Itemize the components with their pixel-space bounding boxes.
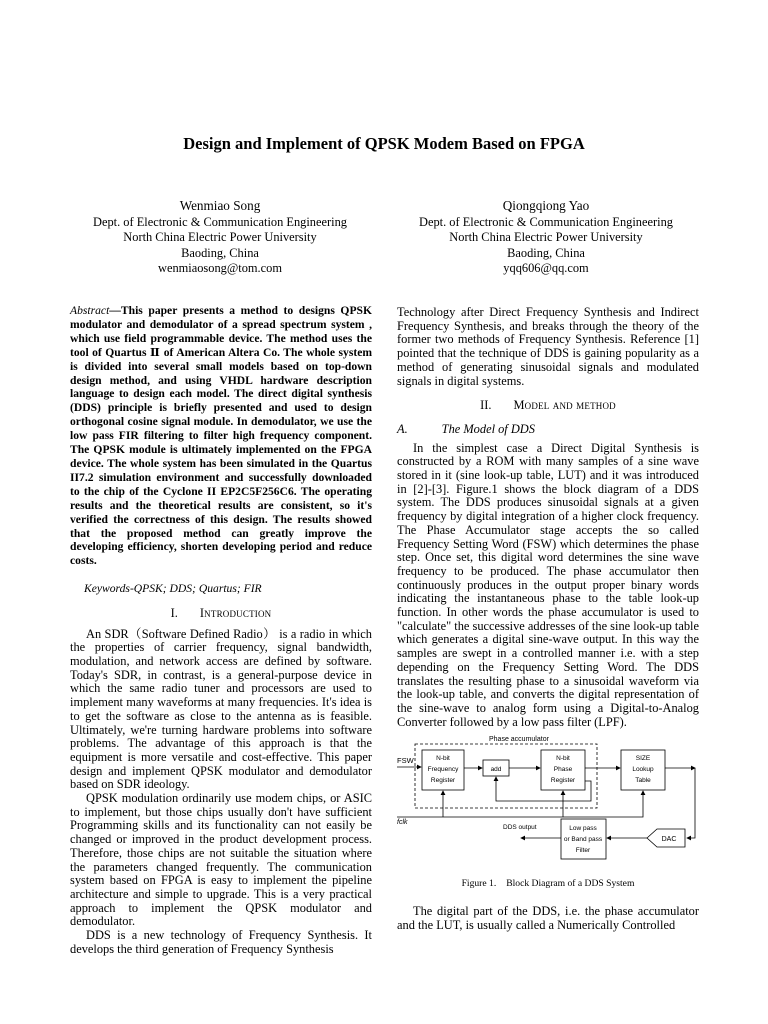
section-title: Introduction [199,605,272,620]
arrow-to-dac [687,768,695,838]
adder-label: add [490,766,502,774]
phase-reg-line2: Phase [553,766,573,774]
figure-label: Figure 1. [461,878,497,890]
author-name: Wenmiao Song [179,198,261,213]
keywords: Keywords-QPSK; DDS; Quartus; FIR [84,582,262,596]
phase-reg-line3: Register [550,777,576,785]
lpf-line1: Low pass [569,825,597,833]
phase-reg-line1: N-bit [556,755,570,763]
intro-paragraph-3: DDS is a new technology of Frequency Synthesis. It develops the third generation of Frequency Synthesis [70,928,372,956]
figure-caption [397,877,699,891]
lut-line2: Lookup [632,766,654,774]
freq-reg-line1: N-bit [436,755,450,763]
dds-output-label: DDS output [503,824,537,832]
fsw-label: FSW [397,756,414,766]
section-title: Model and method [513,398,616,413]
lut-line1: SIZE [635,755,651,763]
right-paragraph-1: Technology after Direct Frequency Synthesis and Indirect Frequency Synthesis, and breaks through the theory of the former two methods of Frequency Synthesis. Reference [1] pointed that the technique of DDS is gaining popularity as a method of generating sinusoidal signals and modulated signals in digital systems. [397,305,699,388]
figure-1-dds-block-diagram [395,733,745,873]
fclk-label: fclk [397,819,408,827]
phase-accumulator-label: Phase accumulator [489,736,549,744]
subsection-number: A. [397,421,408,436]
subsection-title: The Model of DDS [441,421,535,436]
paper-title: Design and Implement of QPSK Modem Based on FPGA [183,134,585,153]
author-dept: Dept. of Electronic & Communication Engineering [419,215,673,230]
abstract [70,304,372,568]
author-block-1 [70,198,370,276]
left-column [70,304,372,957]
dds-block-diagram [395,733,745,873]
author-email: yqq606@qq.com [503,260,589,275]
author-email: wenmiaosong@tom.com [158,260,282,275]
section-number: II. [480,398,492,413]
section-heading-model [397,399,699,413]
author-city: Baoding, China [181,245,259,260]
author-name: Qiongqiong Yao [502,198,590,213]
freq-reg-line2: Frequency [427,766,459,774]
intro-paragraph-2: QPSK modulation ordinarily use modem chips, or ASIC to implement, but those chips usually don't have sufficient Programming skills and its functionality can not easily be changed or improved in the product development process. Therefore, those chips are not suitable the situation where the parameters changed frequently. The communication system based on FPGA is easy to implement the pipeline architecture and simple to upgrade. This is a very practical approach to implement the QPSK modulator and demodulator. [70,791,372,929]
author-city: Baoding, China [507,245,585,260]
section-number: I. [170,605,178,620]
abstract-text: —This paper presents a method to designs QPSK modulator and demodulator of a spread spectrum system , which use field programmable device. The method uses the tool of Quartus Ⅱ of American Altera Co. The whole system is divided into several small models based on top-down design method, and using VHDL hardware description language to design each model. The direct digital synthesis (DDS) principle is briefly presented and used to design orthogonal cosine signal module. In demodulator, we use the low pass FIR filtering to filter high frequency component. The QPSK module is ultimately implemented on the FPGA device. The whole system has been simulated in the Quartus II7.2 simulation environment and successfully downloaded to the chip of the Cyclone II EP2C5F256C6. The operating results and the theoretical results are consistent, so it's verified the correctness of this design. The results showed that the proposed method can greatly improve the developing efficiency, shorten developing period and reduce costs. [70,304,372,568]
author-university: North China Electric Power University [449,230,643,245]
right-column [397,306,699,933]
dac-label: DAC [661,836,677,844]
author-block-2 [396,198,696,276]
intro-paragraph-1: An SDR（Software Defined Radio） is a radio in which the properties of carrier frequency, signal bandwidth, modulation, and network access are defined by software. Today's SDR, in contrast, is a general-purpose device in which the same radio tuner and processors are used to implement many waveforms at many frequencies. It's idea is to get the software as close to the antenna as is feasible. Ultimately, we're turning hardware problems into software problems. The advantage of this approach is that the equipment is more versatile and cost-effective. This paper design and implement QPSK modulator and demodulator based on SDR ideology. [70,626,372,792]
author-university: North China Electric Power University [123,230,317,245]
freq-reg-line3: Register [430,777,456,785]
clock-line [397,791,643,817]
lpf-line3: Filter [575,847,591,855]
lut-line3: Table [635,777,651,785]
abstract-label: Abstract [70,304,110,317]
figure-caption-text: Block Diagram of a DDS System [506,878,635,890]
after-figure-paragraph: The digital part of the DDS, i.e. the phase accumulator and the LUT, is usually called a Numerically Controlled [397,904,699,932]
section-heading-introduction [70,607,372,621]
subsection-heading [397,423,699,437]
dds-paragraph: In the simplest case a Direct Digital Synthesis is constructed by a ROM with many samples of a sine wave stored in it (sine look-up table, LUT) and it was introduced in [2]-[3]. Figure.1 shows the block diagram of a DDS system. The DDS produces sinusoidal signals at a given frequency by digital integration of a higher clock frequency. The Phase Accumulator stage accepts the so called Frequency Setting Word (FSW) which determines the phase step. Once set, this digital word determines the sine wave frequency to be produced. The phase accumulator then continuously produces in the output proper binary words indicating the instantaneous phase to the table look-up function. In other words the phase accumulator is used to "calculate" the successive addresses of the sine look-up table which generates a digital sine-wave output. In this way the samples are swept in a controlled manner i.e. with a step depending on the Frequency Setting Word. The DDS translates the resulting phase to a sinusoidal waveform via the look-up table, and converts the digital representation of the sine-wave to analog form using a Digital-to-Analog Converter followed by a low pass filter (LPF). [397,440,699,729]
lpf-line2: or Band pass [563,836,603,844]
author-dept: Dept. of Electronic & Communication Engineering [93,215,347,230]
